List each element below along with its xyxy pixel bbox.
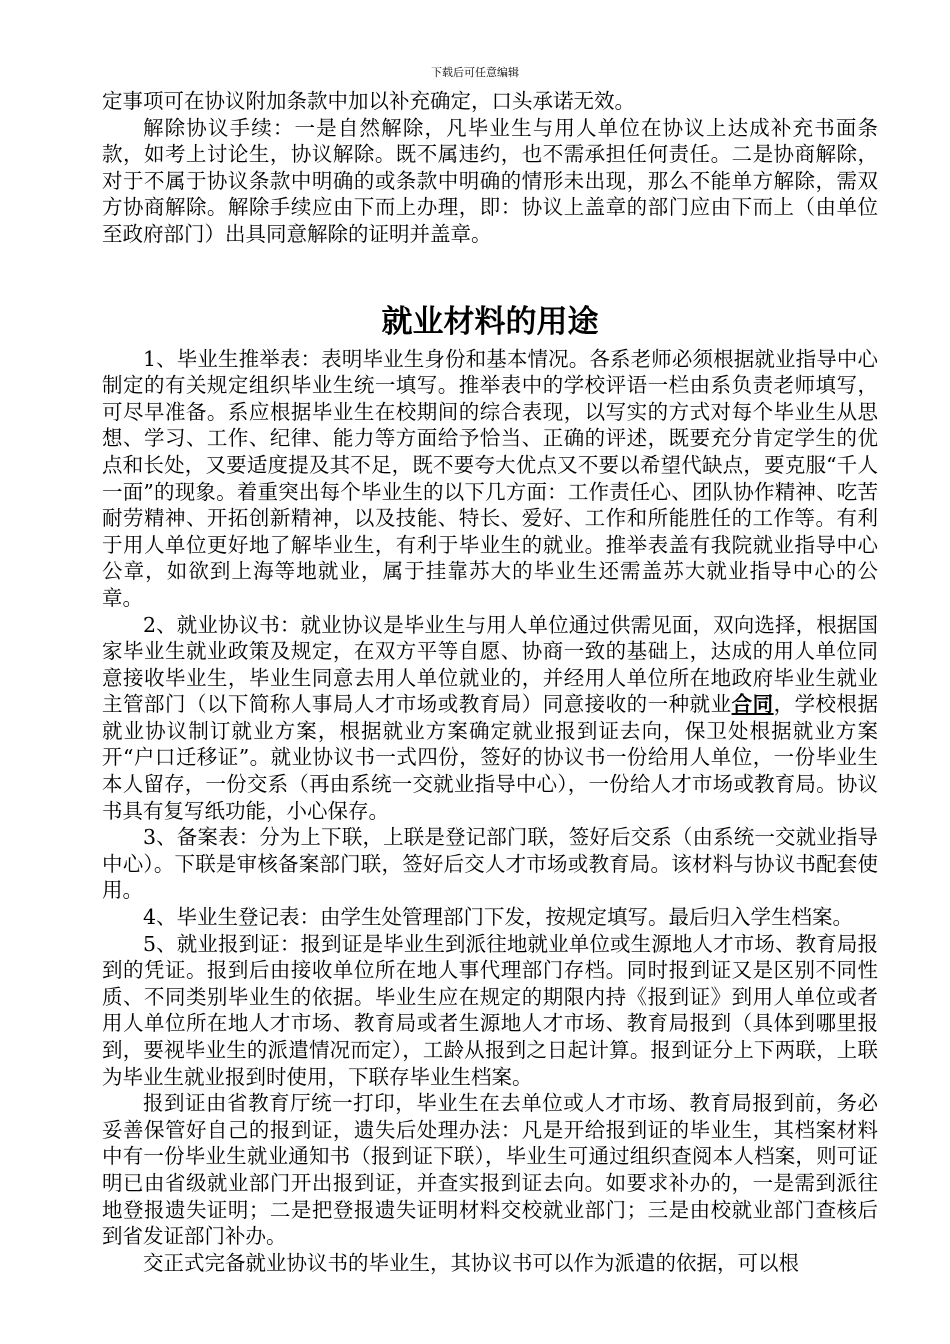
item-6-paragraph: 报到证由省教育厅统一打印，毕业生在去单位或人才市场、教育局报到前，务必妥善保管好自己的报到证，遗失后处理办法：凡是开给报到证的毕业生，其档案材料中有一份毕业生就业通知书（报到证下联），毕业生可通过组织查阅本人档案，则可证明已由省级就业部门开出报到证，并查实报到证去向。如要求补办的，一是需到派往地登报遗失证明；二是把登报遗失证明材料交校就业部门；三是由校就业部门查核后到省发证部门补办。 bbox=[102, 1091, 878, 1249]
section-title: 就业材料的用途 bbox=[381, 303, 599, 340]
item-4-paragraph: 4、毕业生登记表：由学生处管理部门下发，按规定填写。最后归入学生档案。 bbox=[143, 905, 854, 930]
item-2-text-after: ，学校根据就业协议制订就业方案，根据就业方案确定就业报到证去向，保卫处根据就业方案开“户口迁移证”。就业协议书一式四份，签好的协议书一份给用人单位，一份毕业生本人留存，一份交系（再由系统一交就业指导中心），一份给人才市场或教育局。协议书具有复写纸功能，小心保存。 bbox=[102, 692, 879, 823]
header-note: 下载后可任意编辑 bbox=[431, 66, 519, 79]
intro-paragraph-1: 定事项可在协议附加条款中加以补充确定，口头承诺无效。 bbox=[102, 89, 635, 113]
item-3-paragraph: 3、备案表：分为上下联，上联是登记部门联，签好后交系（由系统一交就业指导中心）。下联是审核备案部门联，签好后交人才市场或教育局。该材料与协议书配套使用。 bbox=[102, 825, 878, 903]
item-2-paragraph bbox=[102, 612, 878, 825]
item-2-text-before: 2、就业协议书：就业协议是毕业生与用人单位通过供需见面，双向选择，根据国家毕业生就业政策及规定，在双方平等自愿、协商一致的基础上，达成的用人单位同意接收毕业生，毕业生同意去用人单位就业的，并经用人单位所在地政府毕业生就业主管部门（以下简称人事局人才市场或教育局）同意接收的一种就业 bbox=[102, 612, 878, 717]
item-5-paragraph: 5、就业报到证：报到证是毕业生到派往地就业单位或生源地人才市场、教育局报到的凭证。报到后由接收单位所在地人事代理部门存档。同时报到证又是区别不同性质、不同类别毕业生的依据。毕业生应在规定的期限内持《报到证》到用人单位或者用人单位所在地人才市场、教育局或者生源地人才市场、教育局报到（具体到哪里报到，要视毕业生的派遣情况而定），工龄从报到之日起计算。报到证分上下两联，上联为毕业生就业报到时使用，下联存毕业生档案。 bbox=[102, 931, 878, 1089]
item-7-paragraph: 交正式完备就业协议书的毕业生，其协议书可以作为派遣的依据，可以根 bbox=[143, 1250, 799, 1275]
document-body bbox=[102, 88, 878, 1276]
contract-link[interactable]: 合同 bbox=[731, 692, 774, 717]
intro-paragraph-2: 解除协议手续：一是自然解除，凡毕业生与用人单位在协议上达成补充书面条款，如考上讨论生，协议解除。既不属违约，也不需承担任何责任。二是协商解除，对于不属于协议条款中明确的或条款中明确的情形未出现，那么不能单方解除，需双方协商解除。解除手续应由下而上办理，即：协议上盖章的部门应由下而上（由单位至政府部门）出具同意解除的证明并盖章。 bbox=[102, 115, 878, 246]
item-1-paragraph: 1、毕业生推举表：表明毕业生身份和基本情况。各系老师必须根据就业指导中心制定的有关规定组织毕业生统一填写。推举表中的学校评语一栏由系负责老师填写，可尽早准备。系应根据毕业生在校期间的综合表现，以写实的方式对每个毕业生从思想、学习、工作、纪律、能力等方面给予恰当、正确的评述，既要充分肯定学生的优点和长处，又要适度提及其不足，既不要夸大优点又不要以希望代缺点，要克服“千人一面”的现象。着重突出每个毕业生的以下几方面：工作责任心、团队协作精神、吃苦耐劳精神、开拓创新精神，以及技能、特长、爱好、工作和所能胜任的工作等。有利于用人单位更好地了解毕业生，有利于毕业生的就业。推举表盖有我院就业指导中心公章，如欲到上海等地就业，属于挂靠苏大的毕业生还需盖苏大就业指导中心的公章。 bbox=[102, 346, 878, 610]
